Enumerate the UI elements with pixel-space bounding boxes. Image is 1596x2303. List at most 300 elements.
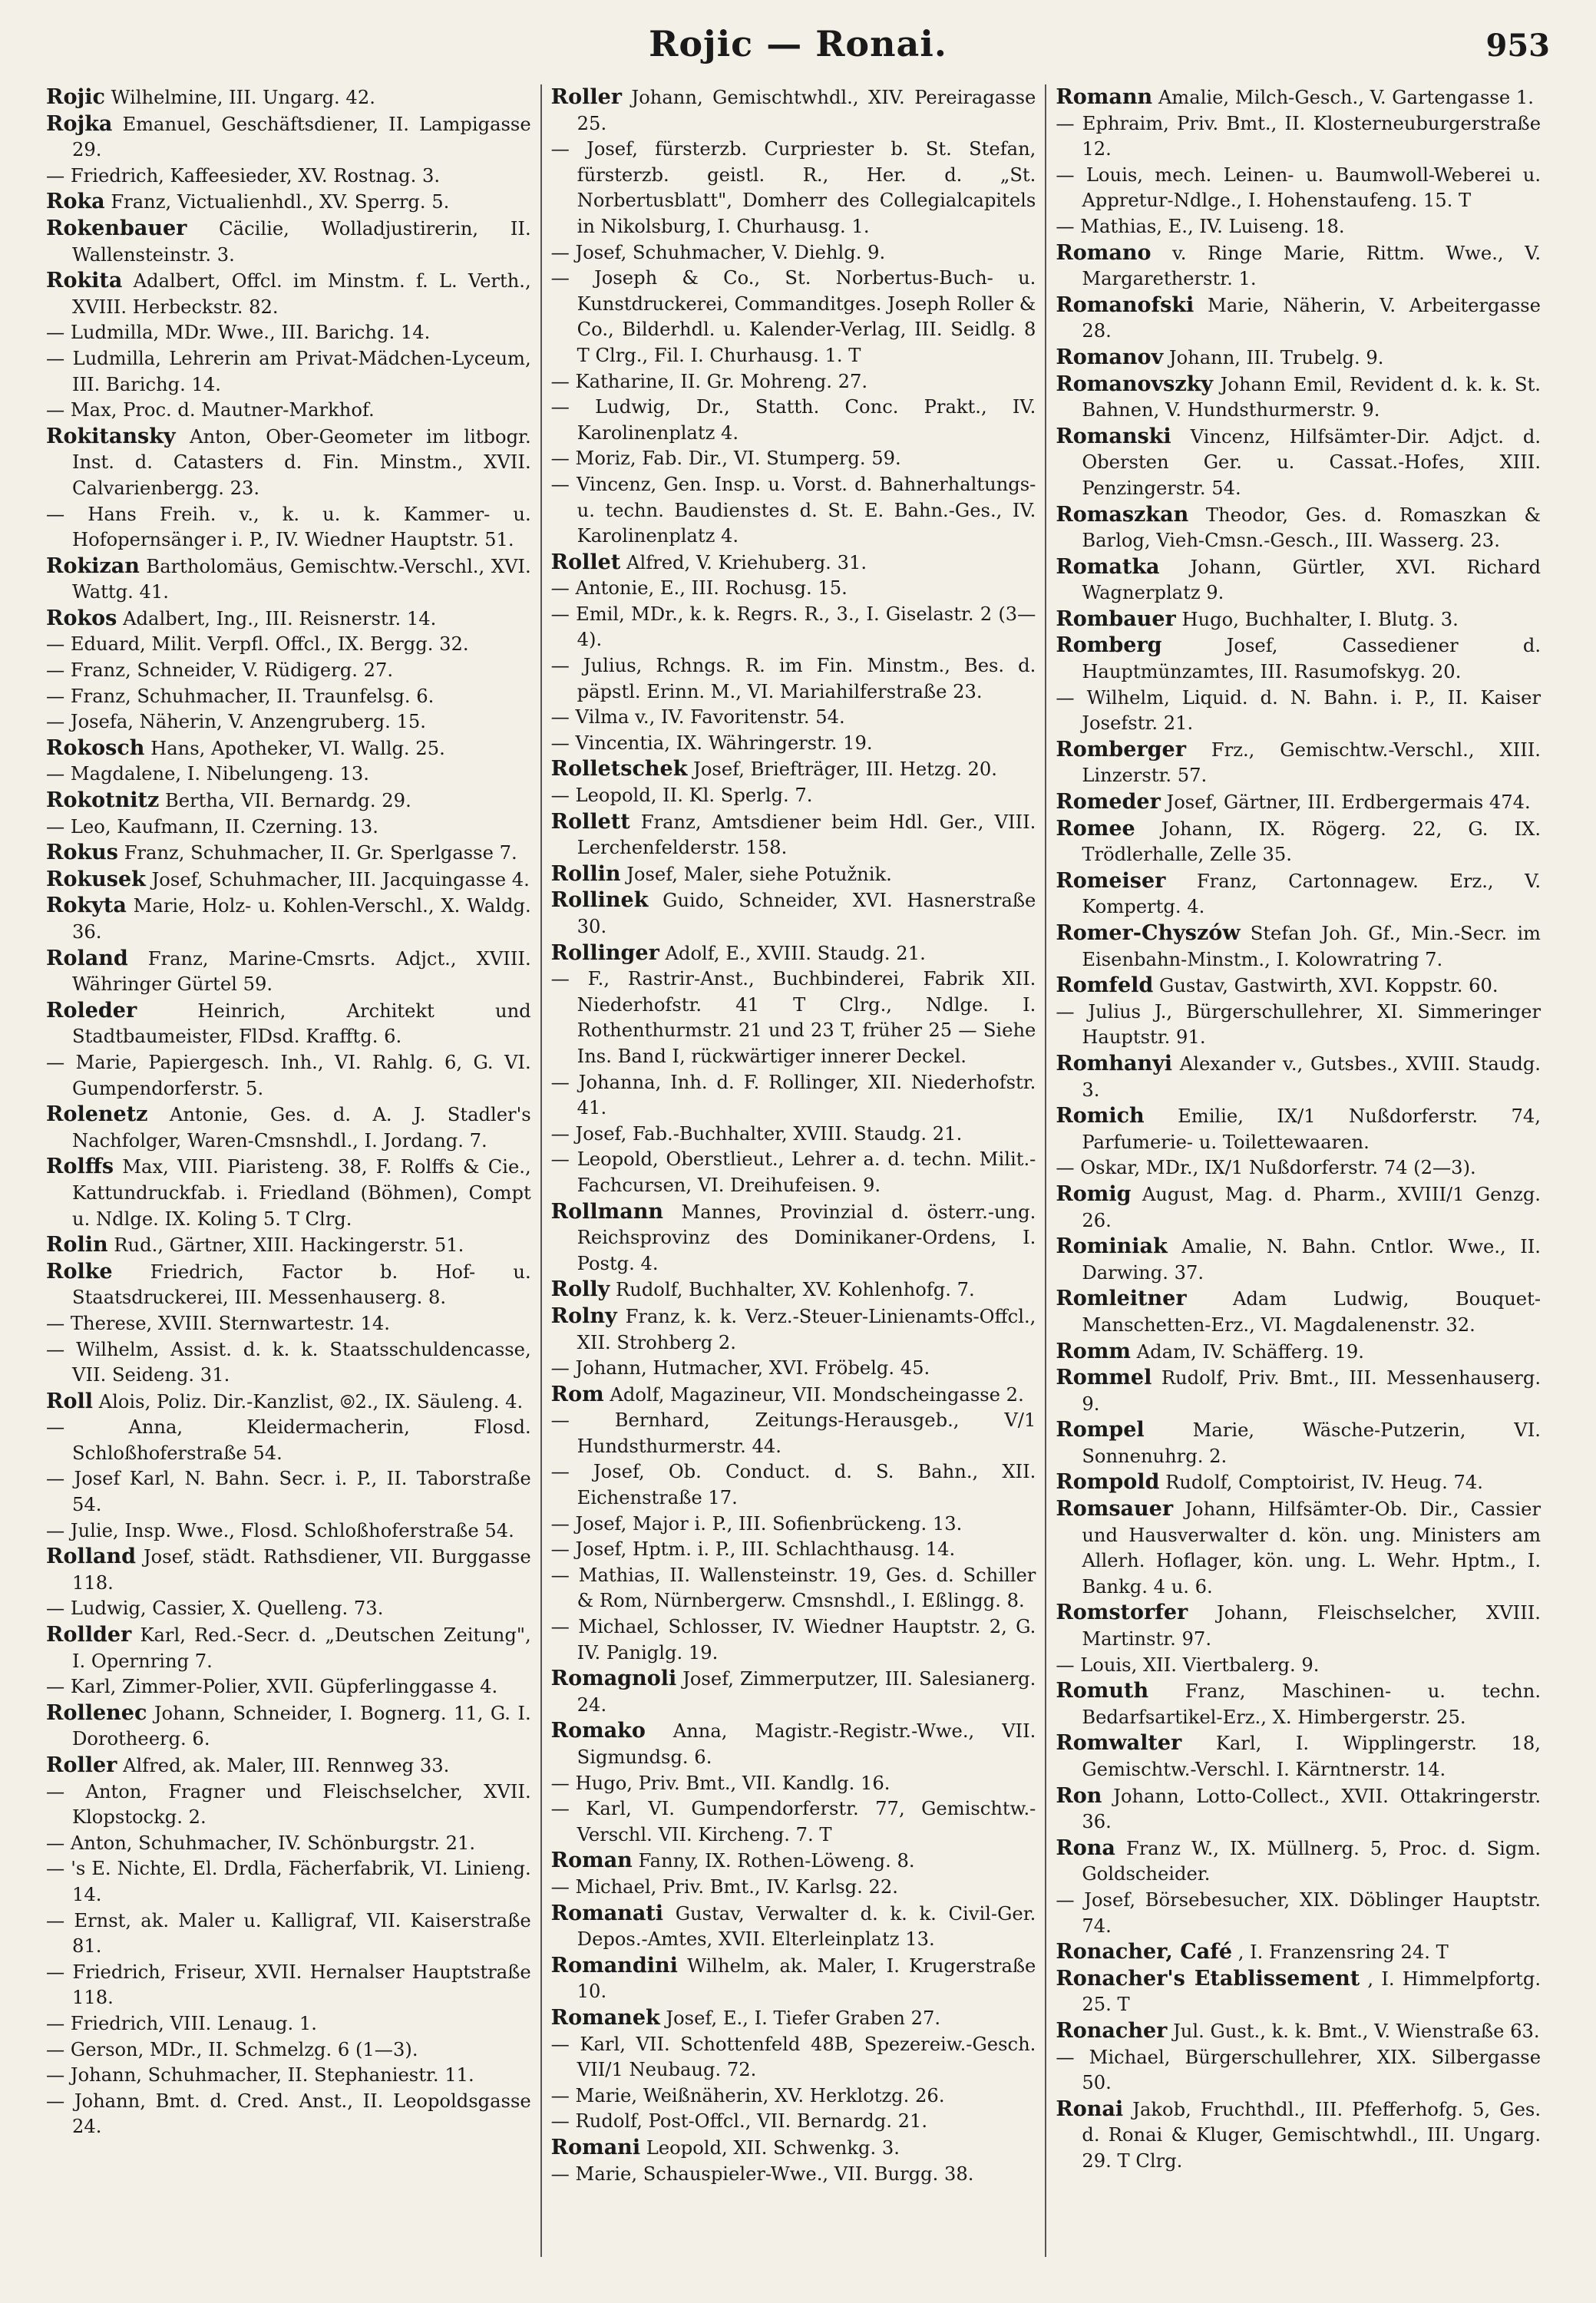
entry-text: — Emil, MDr., k. k. Regrs. R., 3., I. Giselastr. 2 (3—4).	[550, 603, 1036, 651]
entry-surname: Rokenbauer	[46, 216, 187, 240]
entry-text: Johann, IX. Rögerg. 22, G. IX. Trödlerhalle, Zelle 35.	[1082, 818, 1541, 866]
entry-surname: Rom	[550, 1382, 604, 1406]
entry-text: — Josef, Fab.-Buchhalter, XVIII. Staudg. 21.	[550, 1122, 963, 1145]
directory-entry	[551, 756, 1036, 783]
entry-text: Alfred, V. Kriehuberg. 31.	[626, 551, 867, 573]
directory-entry	[1056, 1939, 1541, 1966]
directory-entry	[46, 2011, 531, 2037]
entry-text: Johann, Gemischtwhdl., XIV. Pereiragasse 25.	[577, 87, 1036, 134]
directory-entry	[1056, 1155, 1541, 1181]
entry-surname: Rojka	[46, 111, 113, 136]
entry-surname: Rona	[1056, 1835, 1115, 1860]
entry-text: — Julie, Insp. Wwe., Flosd. Schloßhoferstraße 54.	[46, 1519, 514, 1541]
directory-entry	[46, 320, 531, 346]
entry-text: Josef, Schuhmacher, III. Jacquingasse 4.	[151, 868, 530, 890]
directory-entry	[551, 887, 1036, 940]
entry-surname: Rolly	[550, 1277, 610, 1302]
directory-entry	[46, 867, 531, 894]
entry-surname: Rollet	[550, 550, 621, 574]
entry-text: Josef, E., I. Tiefer Graben 27.	[666, 2007, 941, 2029]
entry-text: Josef, städt. Rathsdiener, VII. Burggasse 118.	[72, 1546, 531, 1594]
directory-entry	[1056, 163, 1541, 214]
entry-surname: Roller	[46, 1753, 117, 1777]
directory-entry	[1056, 1181, 1541, 1234]
entry-surname: Rolletschek	[550, 757, 688, 781]
entry-text: — F., Rastrir-Anst., Buchbinderei, Fabrik XII. Niederhofstr. 41 T Clrg., Ndlge. I. Rothenthurmstr. 21 und 23 T, früher 25 — Siehe Ins. Band I, rückwärtiger innerer Deckel.	[550, 968, 1036, 1067]
directory-entry	[551, 1122, 1036, 1148]
page-title: Rojic — Ronai.	[649, 23, 947, 64]
entry-text: — Ernst, ak. Maler u. Kalligraf, VII. Kaiserstraße 81.	[46, 1909, 531, 1958]
entry-text: Guido, Schneider, XVI. Hasnerstraße 30.	[577, 890, 1036, 937]
entry-surname: Rombauer	[1056, 606, 1176, 631]
entry-text: — Ephraim, Priv. Bmt., II. Klosterneuburgerstraße 12.	[1056, 112, 1541, 160]
entry-text: — Katharine, II. Gr. Mohreng. 27.	[550, 370, 868, 392]
entry-text: Anna, Magistr.-Registr.-Wwe., VII. Sigmundsg. 6.	[577, 1720, 1036, 1768]
directory-entry	[551, 1277, 1036, 1303]
entry-surname: Rolenetz	[46, 1102, 148, 1127]
directory-entry	[1056, 111, 1541, 163]
entry-text: Fanny, IX. Rothen-Löweng. 8.	[638, 1850, 915, 1872]
entry-surname: Rollinger	[550, 940, 659, 965]
entry-text: Adolf, Magazineur, VII. Mondscheingasse 2.	[610, 1383, 1024, 1406]
entry-surname: Rokita	[46, 269, 123, 293]
entry-surname: Rolny	[550, 1303, 617, 1328]
directory-entry	[46, 189, 531, 216]
entry-text: — Marie, Papiergesch. Inh., VI. Rahlg. 6, G. VI. Gumpendorferstr. 5.	[46, 1051, 531, 1099]
directory-entry	[1056, 633, 1541, 685]
entry-text: Mannes, Provinzial d. österr.-ung. Reichsprovinz des Dominikaner-Ordens, I. Postg. 4.	[577, 1201, 1036, 1274]
directory-entry	[551, 1303, 1036, 1356]
directory-entry	[1056, 1496, 1541, 1600]
directory-entry	[46, 1154, 531, 1232]
entry-surname: Romhanyi	[1056, 1051, 1173, 1076]
entry-text: — Julius J., Bürgerschullehrer, XI. Simmeringer Hauptstr. 91.	[1056, 1000, 1541, 1049]
entry-text: — Marie, Schauspieler-Wwe., VII. Burgg. 38.	[550, 2163, 974, 2185]
entry-surname: Romanov	[1056, 345, 1164, 369]
directory-entry	[46, 502, 531, 553]
directory-entry	[1056, 2096, 1541, 2175]
directory-entry	[551, 1901, 1036, 1953]
entry-text: Hans, Apotheker, VI. Wallg. 25.	[150, 737, 445, 759]
entry-surname: Romani	[550, 2135, 641, 2159]
entry-surname: Romwalter	[1056, 1731, 1182, 1756]
directory-entry	[1056, 1966, 1541, 2018]
entry-text: Johann, Schneider, I. Bognerg. 11, G. I. Dorotheerg. 6.	[72, 1702, 531, 1750]
entry-text: — Gerson, MDr., II. Schmelzg. 6 (1—3).	[46, 2038, 418, 2060]
directory-entry	[551, 1563, 1036, 1614]
entry-text: Johann, Fleischselcher, XVIII. Martinstr. 97.	[1082, 1602, 1541, 1650]
entry-text: — Karl, Zimmer-Polier, XVII. Güpferlinggasse 4.	[46, 1676, 498, 1698]
entry-text: — Josef, Börsebesucher, XIX. Döblinger Hauptstr. 74.	[1056, 1888, 1541, 1937]
directory-entry	[551, 1796, 1036, 1848]
directory-entry	[551, 395, 1036, 446]
entry-text: Antonie, Ges. d. A. J. Stadler's Nachfolger, Waren-Cmsnshdl., I. Jordang. 7.	[72, 1104, 531, 1152]
entry-text: Jakob, Fruchthdl., III. Pfefferhofg. 5, Ges. d. Ronai & Kluger, Gemischtwhdl., III. Ungarg. 29. T Clrg.	[1082, 2098, 1541, 2172]
directory-entry	[551, 446, 1036, 472]
entry-text: — Mathias, E., IV. Luiseng. 18.	[1056, 215, 1345, 237]
entry-text: Anton, Ober-Geometer im litbogr. Inst. d. Catasters d. Fin. Minstm., XVII. Calvarienbergg. 23.	[72, 425, 531, 499]
directory-entry	[46, 1050, 531, 1102]
directory-entry	[46, 946, 531, 998]
entry-text: Franz, Marine-Cmsrts. Adjct., XVIII. Währinger Gürtel 59.	[72, 947, 531, 996]
entry-surname: Rokitansky	[46, 424, 176, 448]
entry-surname: Romanek	[550, 2005, 660, 2030]
entry-text: Josef, Gärtner, III. Erdbergermais 474.	[1166, 791, 1531, 814]
directory-entry	[46, 216, 531, 268]
directory-entry	[1056, 502, 1541, 554]
page-number: 953	[1485, 28, 1550, 64]
directory-entry	[551, 940, 1036, 967]
entry-text: — Johann, Hutmacher, XVI. Fröbelg. 45.	[550, 1357, 930, 1379]
entry-text: Jul. Gust., k. k. Bmt., V. Wienstraße 63.	[1173, 2020, 1540, 2042]
directory-entry	[1056, 1339, 1541, 1366]
directory-entry	[551, 705, 1036, 731]
entry-surname: Romer-Chyszów	[1056, 921, 1241, 945]
entry-text: Karl, I. Wipplingerstr. 18, Gemischtw.-Verschl. I. Kärntnerstr. 14.	[1082, 1733, 1541, 1780]
directory-entry	[46, 1960, 531, 2011]
entry-text: Gustav, Gastwirth, XVI. Koppstr. 60.	[1159, 975, 1499, 997]
directory-entry	[46, 1674, 531, 1700]
entry-surname: Romleitner	[1056, 1287, 1187, 1311]
entry-text: Alois, Poliz. Dir.-Kanzlist, ⦾2., IX. Säuleng. 4.	[98, 1390, 524, 1413]
entry-text: Alexander v., Gutsbes., XVIII. Staudg. 3.	[1082, 1052, 1541, 1101]
entry-surname: Romsauer	[1056, 1497, 1174, 1522]
entry-text: — Josef, Schuhmacher, V. Diehlg. 9.	[550, 241, 886, 263]
directory-entry	[46, 268, 531, 320]
entry-text: — Johanna, Inh. d. F. Rollinger, XII. Niederhofstr. 41.	[550, 1071, 1036, 1119]
entry-text: — Magdalene, I. Nibelungeng. 13.	[46, 763, 369, 785]
entry-surname: Romaszkan	[1056, 502, 1189, 527]
directory-entry	[46, 2037, 531, 2063]
entry-text: — Josef Karl, N. Bahn. Secr. i. P., II. Taborstraße 54.	[46, 1468, 531, 1516]
entry-text: Rud., Gärtner, XIII. Hackingerstr. 51.	[114, 1234, 464, 1257]
entry-surname: Rollin	[550, 861, 621, 886]
entry-text: Max, VIII. Piaristeng. 38, F. Rolffs & Cie., Kattundruckfab. i. Friedland (Böhmen), Compt u. Ndlge. IX. Koling 5. T Clrg.	[72, 1156, 531, 1230]
entry-text: Josef, Maler, siehe Potužnik.	[626, 863, 892, 885]
entry-surname: Romandini	[550, 1953, 678, 1978]
directory-entry	[46, 553, 531, 606]
directory-entry	[551, 576, 1036, 602]
entry-surname: Romanofski	[1056, 292, 1195, 317]
directory-entry	[1056, 554, 1541, 606]
directory-entry	[551, 1459, 1036, 1511]
directory-entry	[551, 861, 1036, 888]
directory-entry	[551, 240, 1036, 266]
entry-text: — Friedrich, Friseur, XVII. Hernalser Hauptstraße 118.	[46, 1961, 531, 2009]
directory-entry	[551, 1848, 1036, 1875]
directory-entry	[551, 369, 1036, 395]
directory-entry	[46, 840, 531, 867]
entry-surname: Romeder	[1056, 790, 1161, 814]
directory-entry	[1056, 1678, 1541, 1730]
entry-text: Rudolf, Comptoirist, IV. Heug. 74.	[1165, 1472, 1483, 1494]
entry-surname: Ronacher's Etablissement	[1056, 1966, 1360, 1991]
entry-text: — Vincentia, IX. Währingerstr. 19.	[550, 732, 873, 754]
entry-text: — Franz, Schneider, V. Rüdigerg. 27.	[46, 659, 394, 682]
directory-entry	[551, 84, 1036, 137]
entry-text: — Anna, Kleidermacherin, Flosd. Schloßhoferstraße 54.	[46, 1416, 531, 1464]
entry-text: , I. Franzensring 24. T	[1237, 1941, 1449, 1964]
directory-entry	[46, 1389, 531, 1416]
directory-entry	[46, 1232, 531, 1259]
directory-entry	[46, 1259, 531, 1311]
entry-text: Josef, Zimmerputzer, III. Salesianerg. 24.	[577, 1668, 1036, 1716]
directory-entry	[551, 1537, 1036, 1563]
entry-surname: Rokosch	[46, 735, 145, 760]
entry-text: v. Ringe Marie, Rittm. Wwe., V. Margaretherstr. 1.	[1082, 242, 1541, 290]
entry-surname: Romuth	[1056, 1679, 1149, 1703]
directory-entry	[551, 266, 1036, 368]
entry-text: Bartholomäus, Gemischtw.-Verschl., XVI. Wattg. 41.	[72, 555, 531, 603]
directory-entry	[46, 893, 531, 945]
directory-entry	[1056, 1653, 1541, 1679]
directory-entry	[46, 398, 531, 424]
directory-entry	[1056, 1835, 1541, 1888]
directory-entry	[46, 1908, 531, 1960]
entry-surname: Romm	[1056, 1339, 1131, 1363]
entry-text: Wilhelmine, III. Ungarg. 42.	[111, 87, 375, 108]
entry-text: Amalie, Milch-Gesch., V. Gartengasse 1.	[1158, 87, 1534, 108]
page-header	[46, 17, 1550, 71]
entry-text: — Karl, VII. Schottenfeld 48B, Spezereiw.-Gesch. VII/1 Neubaug. 72.	[550, 2033, 1036, 2081]
directory-entry	[1056, 1286, 1541, 1338]
entry-text: — Antonie, E., III. Rochusg. 15.	[550, 577, 848, 600]
entry-text: Franz, k. k. Verz.-Steuer-Linienamts-Offcl., XII. Strohberg 2.	[577, 1305, 1036, 1353]
entry-surname: Romberg	[1056, 633, 1162, 658]
directory-entry	[46, 1831, 531, 1857]
directory-entry	[46, 735, 531, 762]
entry-surname: Rokizan	[46, 553, 140, 578]
directory-entry	[46, 1415, 531, 1466]
entry-text: Rudolf, Buchhalter, XV. Kohlenhofg. 7.	[616, 1279, 975, 1301]
entry-text: — Ludwig, Dr., Statth. Conc. Prakt., IV. Karolinenplatz 4.	[550, 396, 1036, 444]
entry-text: — Hugo, Priv. Bmt., VII. Kandlg. 16.	[550, 1772, 891, 1794]
directory-entry	[1056, 973, 1541, 1000]
directory-entry	[551, 1666, 1036, 1718]
directory-entry	[46, 1779, 531, 1831]
directory-entry	[1056, 686, 1541, 737]
entry-surname: Rollder	[46, 1623, 132, 1647]
entry-text: — Wilhelm, Liquid. d. N. Bahn. i. P., II. Kaiser Josefstr. 21.	[1056, 686, 1541, 735]
entry-text: — Max, Proc. d. Mautner-Markhof.	[46, 399, 375, 421]
entry-surname: Rojic	[46, 85, 105, 109]
entry-text: Josef, Cassediener d. Hauptmünzamtes, III. Rasumofskyg. 20.	[1082, 635, 1541, 683]
column-1	[46, 84, 540, 2257]
entry-text: Adalbert, Offcl. im Minstm. f. L. Verth., XVIII. Herbeckstr. 82.	[72, 270, 531, 318]
entry-surname: Rolke	[46, 1259, 113, 1284]
entry-text: Gustav, Verwalter d. k. k. Civil-Ger. Depos.-Amtes, XVII. Elterleinplatz 13.	[577, 1902, 1036, 1951]
entry-text: Johann, Gürtler, XVI. Richard Wagnerplatz 9.	[1082, 556, 1541, 604]
directory-entry	[46, 998, 531, 1050]
entry-surname: Ronacher, Café	[1056, 1940, 1233, 1964]
directory-entry	[1056, 1730, 1541, 1783]
entry-surname: Rokusek	[46, 867, 146, 891]
directory-entry	[46, 684, 531, 710]
entry-surname: Rokos	[46, 606, 117, 630]
directory-entry	[1056, 1000, 1541, 1051]
directory-entry	[46, 84, 531, 111]
entry-surname: Rollinek	[550, 888, 649, 913]
directory-entry	[1056, 868, 1541, 920]
entry-surname: Rokyta	[46, 894, 127, 918]
entry-text: Stefan Joh. Gf., Min.-Secr. im Eisenbahn-Minstm., I. Kolowratring 7.	[1082, 923, 1541, 970]
entry-text: Marie, Holz- u. Kohlen-Verschl., X. Waldg. 36.	[72, 895, 531, 943]
directory-entry	[46, 424, 531, 502]
entry-surname: Rompel	[1056, 1418, 1145, 1442]
entry-text: Josef, Briefträger, III. Hetzg. 20.	[693, 758, 997, 781]
directory-entry	[551, 1199, 1036, 1277]
directory-entry	[1056, 1103, 1541, 1155]
directory-entry	[551, 2005, 1036, 2032]
entry-surname: Roll	[46, 1389, 93, 1413]
directory-entry	[46, 709, 531, 735]
entry-surname: Rolland	[46, 1545, 136, 1569]
entry-text: — Rudolf, Post-Offcl., VII. Bernardg. 21.	[550, 2110, 928, 2133]
entry-surname: Romano	[1056, 240, 1152, 265]
directory-entry	[46, 1544, 531, 1596]
entry-surname: Roka	[46, 190, 105, 214]
entry-surname: Rominiak	[1056, 1234, 1168, 1259]
entry-text: Adalbert, Ing., III. Reisnerstr. 14.	[123, 607, 437, 629]
entry-text: — Moriz, Fab. Dir., VI. Stumperg. 59.	[550, 448, 901, 470]
directory-entry	[46, 1102, 531, 1154]
entry-text: — Friedrich, VIII. Lenaug. 1.	[46, 2012, 317, 2034]
directory-entry	[551, 137, 1036, 240]
directory-entry	[1056, 816, 1541, 868]
entry-surname: Romanovszky	[1056, 372, 1214, 396]
entry-surname: Ronai	[1056, 2096, 1124, 2121]
entry-surname: Rommel	[1056, 1366, 1152, 1390]
entry-surname: Romeiser	[1056, 868, 1166, 893]
directory-entry	[551, 731, 1036, 757]
directory-entry	[551, 2109, 1036, 2135]
directory-entry	[551, 602, 1036, 653]
entry-surname: Roman	[550, 1849, 633, 1873]
entry-text: — Julius, Rchngs. R. im Fin. Minstm., Bes. d. päpstl. Erinn. M., VI. Mariahilferstraße 23.	[550, 655, 1036, 702]
entry-text: — Louis, mech. Leinen- u. Baumwoll-Weberei u. Appretur-Ndlge., I. Hohenstaufeng. 15. T	[1056, 164, 1541, 212]
entry-surname: Romstorfer	[1056, 1601, 1188, 1625]
directory-entry	[1056, 292, 1541, 345]
entry-text: — Eduard, Milit. Verpfl. Offcl., IX. Bergg. 32.	[46, 633, 469, 656]
directory-entry	[46, 658, 531, 684]
entry-surname: Rompold	[1056, 1470, 1160, 1495]
directory-entry	[551, 2135, 1036, 2162]
entry-text: — Johann, Schuhmacher, II. Stephaniestr. 11.	[46, 2064, 474, 2087]
entry-surname: Romagnoli	[550, 1667, 677, 1691]
entry-text: Johann, Hilfsämter-Ob. Dir., Cassier und Hausverwalter d. kön. ung. Ministers am Allerh. Hoflager, kön. ung. L. Wehr. Hptm., I. Bankg. 4 u. 6.	[1082, 1498, 1541, 1598]
entry-text: — Franz, Schuhmacher, II. Traunfelsg. 6.	[46, 685, 435, 707]
directory-entry	[551, 966, 1036, 1069]
entry-surname: Romatka	[1056, 554, 1160, 579]
entry-surname: Rollett	[550, 809, 630, 834]
directory-entry	[46, 814, 531, 841]
entry-text: Leopold, XII. Schwenkg. 3.	[646, 2136, 900, 2159]
directory-entry	[551, 1512, 1036, 1538]
entry-surname: Romich	[1056, 1104, 1145, 1128]
directory-entry	[46, 606, 531, 633]
entry-text: Johann Emil, Revident d. k. k. St. Bahnen, V. Hundsthurmerstr. 9.	[1082, 373, 1541, 421]
directory-entry	[1056, 1234, 1541, 1286]
entry-surname: Romberger	[1056, 737, 1186, 762]
entry-text: — Michael, Priv. Bmt., IV. Karlsg. 22.	[550, 1875, 898, 1898]
directory-entry	[1056, 737, 1541, 789]
entry-text: — Karl, VI. Gumpendorferstr. 77, Gemischtw.-Verschl. VII. Kircheng. 7. T	[550, 1798, 1036, 1845]
entry-text: — Friedrich, Kaffeesieder, XV. Rostnag. 3.	[46, 164, 441, 187]
directory-entry	[1056, 1417, 1541, 1469]
directory-entry	[46, 1311, 531, 1337]
entry-text: — Leo, Kaufmann, II. Czerning. 13.	[46, 815, 378, 838]
directory-entry	[46, 1466, 531, 1518]
entry-surname: Ronacher	[1056, 2018, 1168, 2043]
directory-entry	[551, 1070, 1036, 1122]
entry-text: — Mathias, II. Wallensteinstr. 19, Ges. d. Schiller & Rom, Nürnbergerw. Cmsnshdl., I. Eßlingg. 8.	[550, 1564, 1036, 1612]
entry-surname: Romann	[1056, 85, 1153, 109]
entry-text: — Josef, Ob. Conduct. d. S. Bahn., XII. Eichenstraße 17.	[550, 1461, 1036, 1509]
directory-entry	[1056, 1783, 1541, 1835]
directory-entry	[1056, 345, 1541, 372]
entry-text: Adam Ludwig, Bouquet-Manschetten-Erz., VI. Magdalenenstr. 32.	[1082, 1288, 1541, 1336]
directory-entry	[46, 1337, 531, 1389]
entry-text: — Michael, Bürgerschullehrer, XIX. Silbergasse 50.	[1056, 2046, 1541, 2094]
directory-entry	[551, 1718, 1036, 1770]
entry-text: — Hans Freih. v., k. u. k. Kammer- u. Hofopernsänger i. P., IV. Wiedner Hauptstr. 51.	[46, 503, 531, 551]
entry-text: Amalie, N. Bahn. Cntlor. Wwe., II. Darwing. 37.	[1082, 1236, 1541, 1284]
entry-text: Emanuel, Geschäftsdiener, II. Lampigasse 29.	[72, 113, 531, 161]
entry-text: — Josefa, Näherin, V. Anzengruberg. 15.	[46, 711, 426, 733]
entry-text: Frz., Gemischtw.-Verschl., XIII. Linzerstr. 57.	[1082, 738, 1541, 787]
directory-entry	[1056, 424, 1541, 502]
entry-text: Franz, Victualienhdl., XV. Sperrg. 5.	[111, 191, 450, 213]
directory-entry	[551, 1875, 1036, 1901]
entry-text: Franz W., IX. Müllnerg. 5, Proc. d. Sigm. Goldscheider.	[1082, 1837, 1541, 1885]
directory-entry	[46, 346, 531, 398]
directory-entry	[1056, 1600, 1541, 1652]
entry-text: Theodor, Ges. d. Romaszkan & Barlog, Vieh-Cmsn.-Gesch., III. Wasserg. 23.	[1082, 504, 1541, 552]
entry-text: — Wilhelm, Assist. d. k. k. Staatsschuldencasse, VII. Seideng. 31.	[46, 1338, 531, 1386]
entry-surname: Roland	[46, 946, 128, 970]
directory-entry	[1056, 1888, 1541, 1939]
entry-surname: Roller	[550, 85, 623, 109]
entry-text: — Leopold, II. Kl. Sperlg. 7.	[550, 785, 813, 807]
entry-text: — Michael, Schlosser, IV. Wiedner Hauptstr. 2, G. IV. Paniglg. 19.	[550, 1616, 1036, 1664]
directory-entry	[46, 1856, 531, 1908]
directory-entry	[46, 1622, 531, 1674]
entry-text: Johann, Lotto-Collect., XVII. Ottakringerstr. 36.	[1082, 1785, 1541, 1833]
entry-text: Heinrich, Architekt und Stadtbaumeister, FlDsd. Krafftg. 6.	[72, 1000, 531, 1048]
entry-text: Bertha, VII. Bernardg. 29.	[165, 790, 411, 812]
entry-text: — Josef, fürsterzb. Curpriester b. St. Stefan, fürsterzb. geistl. R., Her. d. „St. Norbertusblatt", Domherr des Collegialcapitels in Nikolsburg, I. Churhausg. 1.	[550, 138, 1036, 237]
directory-entry	[551, 1771, 1036, 1797]
directory-entry	[551, 1147, 1036, 1198]
entry-text: — Anton, Schuhmacher, IV. Schönburgstr. 21.	[46, 1832, 476, 1854]
entry-text: August, Mag. d. Pharm., XVIII/1 Genzg. 26.	[1082, 1183, 1541, 1231]
entry-text: — Ludmilla, MDr. Wwe., III. Barichg. 14.	[46, 322, 431, 344]
directory-entry	[551, 1614, 1036, 1666]
entry-text: — Josef, Major i. P., III. Sofienbrückeng. 13.	[550, 1512, 963, 1535]
entry-text: Adam, IV. Schäfferg. 19.	[1136, 1340, 1364, 1363]
directory-entry	[551, 2032, 1036, 2083]
directory-entry	[1056, 1469, 1541, 1496]
entry-surname: Rokotnitz	[46, 788, 160, 813]
entry-text: Hugo, Buchhalter, I. Blutg. 3.	[1181, 608, 1459, 630]
directory-entry	[1056, 1051, 1541, 1103]
entry-text: — Louis, XII. Viertbalerg. 9.	[1056, 1654, 1320, 1676]
entry-surname: Roleder	[46, 998, 137, 1023]
entry-text: — Anton, Fragner und Fleischselcher, XVII. Klopstockg. 2.	[46, 1780, 531, 1829]
directory-entry	[551, 1408, 1036, 1459]
columns	[46, 84, 1550, 2257]
entry-text: Marie, Näherin, V. Arbeitergasse 28.	[1082, 294, 1541, 342]
